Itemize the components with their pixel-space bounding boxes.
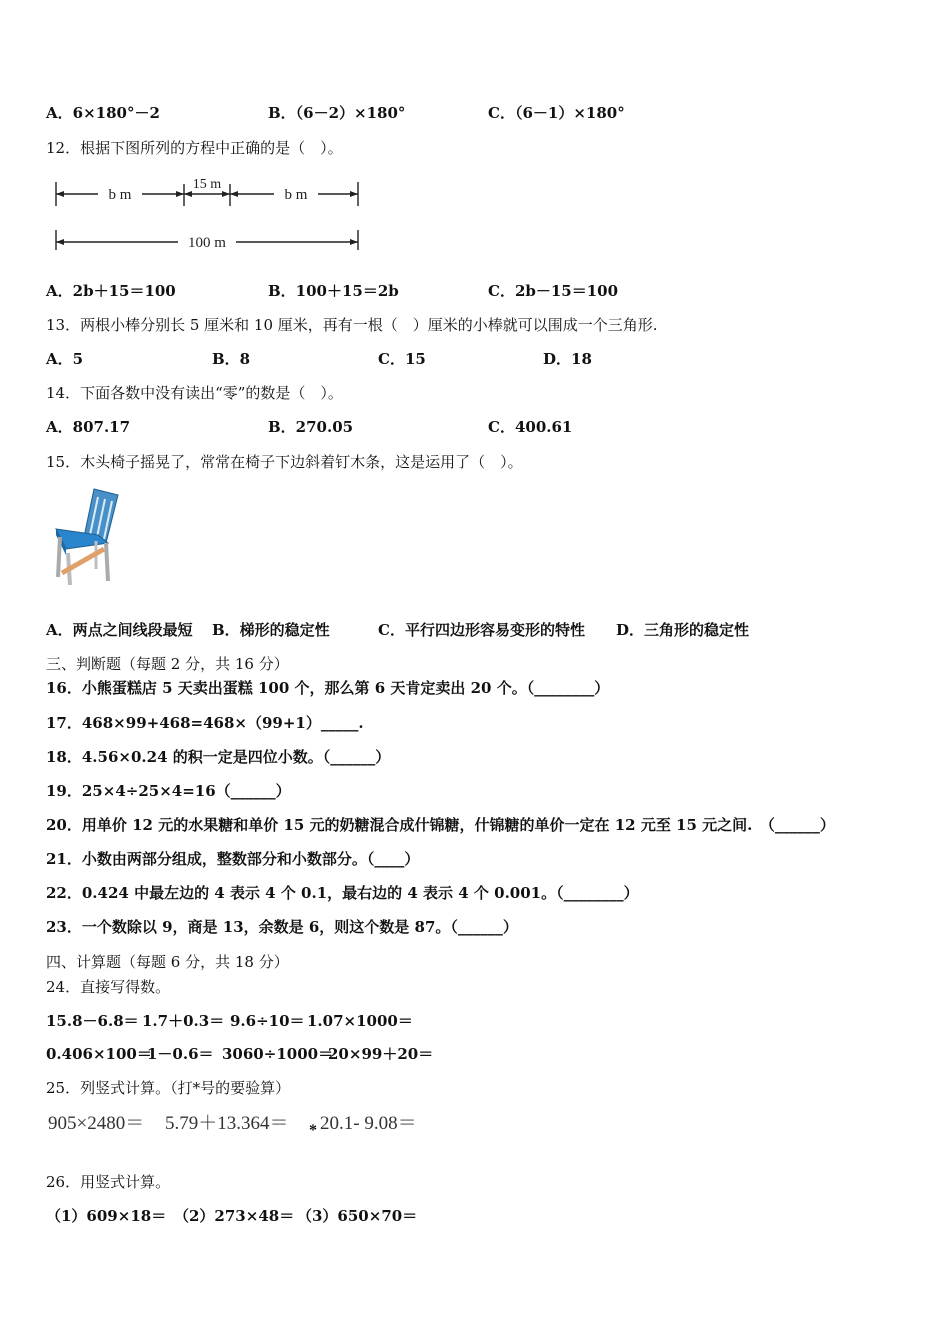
q24-item: 15.8－6.8＝ [46, 1012, 139, 1030]
q16: 16．小熊蛋糕店 5 天卖出蛋糕 100 个，那么第 6 天肯定卖出 20 个。（________） [46, 679, 610, 697]
q26-item: （1）609×18＝ [46, 1207, 167, 1225]
q23: 23．一个数除以 9，商是 13，余数是 6，则这个数是 87。（______） [46, 918, 518, 936]
q20: 20．用单价 12 元的水果糖和单价 15 元的奶糖混合成什锦糖，什锦糖的单价一定在 12 元至 15 元之间. （______） [46, 816, 835, 834]
q26-stem: 26．用竖式计算。 [46, 1173, 171, 1191]
section-3-title: 三、判断题（每题 2 分，共 16 分） [46, 655, 289, 673]
q15-option-c: C．平行四边形容易变形的特性 [378, 621, 585, 639]
q24-item: 9.6÷10＝ [230, 1012, 305, 1030]
q14-option-a: A．807.17 [46, 418, 131, 436]
q25-item: 5.79＋13.364＝ [165, 1113, 289, 1134]
q12-label-mid: 15 m [192, 177, 222, 192]
q26-item: （2）273×48＝ [174, 1207, 295, 1225]
q12-label-left: b m [108, 187, 132, 203]
q25-item: 905×2480＝ [48, 1113, 145, 1134]
q15-option-b: B．梯形的稳定性 [212, 621, 330, 639]
q13-stem: 13．两根小棒分别长 5 厘米和 10 厘米，再有一根（ ）厘米的小棒就可以围成一个三角形. [46, 316, 658, 334]
q12-option-a: A．2b＋15＝100 [46, 282, 176, 300]
q26-item: （3）650×70＝ [297, 1207, 418, 1225]
q12-label-total: 100 m [188, 235, 226, 251]
q13-option-a: A．5 [46, 350, 84, 368]
q18: 18．4.56×0.24 的积一定是四位小数。（______） [46, 748, 391, 766]
q24-stem: 24．直接写得数。 [46, 978, 171, 996]
q24-item: 1－0.6＝ [147, 1045, 214, 1063]
q13-option-c: C．15 [378, 350, 426, 368]
q14-option-b: B．270.05 [268, 418, 354, 436]
q12-stem: 12．根据下图所列的方程中正确的是（ ）。 [46, 139, 343, 157]
q22: 22．0.424 中最左边的 4 表示 4 个 0.1，最右边的 4 表示 4 个 0.001。（________） [46, 884, 639, 902]
q24-item: 20×99＋20＝ [328, 1045, 434, 1063]
q13-option-d: D．18 [543, 350, 592, 368]
section-4-title: 四、计算题（每题 6 分，共 18 分） [46, 953, 289, 971]
q24-item: 3060÷1000＝ [222, 1045, 334, 1063]
chair-image [50, 485, 130, 587]
q25-star-mark: * [309, 1122, 317, 1139]
q12-label-right: b m [284, 187, 308, 203]
q12-segment-figure [50, 172, 370, 257]
q13-option-b: B．8 [212, 350, 251, 368]
q14-stem: 14．下面各数中没有读出“零”的数是（ ）。 [46, 384, 343, 402]
q24-item: 1.7＋0.3＝ [142, 1012, 225, 1030]
q25-stem: 25．列竖式计算。（打*号的要验算） [46, 1079, 291, 1097]
q15-option-a: A．两点之间线段最短 [46, 621, 193, 639]
q21: 21．小数由两部分组成，整数部分和小数部分。（____） [46, 850, 420, 868]
q17: 17．468×99+468=468×（99+1）_____. [46, 714, 364, 732]
q15-option-d: D．三角形的稳定性 [616, 621, 750, 639]
q19: 19．25×4÷25×4=16（______） [46, 782, 291, 800]
q24-item: 0.406×100＝ [46, 1045, 152, 1063]
q14-option-c: C．400.61 [488, 418, 573, 436]
q11-option-b: B．（6－2）×180° [268, 104, 406, 122]
q12-option-b: B．100＋15＝2b [268, 282, 399, 300]
q11-option-a: A．6×180°－2 [46, 104, 160, 122]
q15-stem: 15．木头椅子摇晃了，常常在椅子下边斜着钉木条，这是运用了（ ）。 [46, 453, 523, 471]
q12-option-c: C．2b－15＝100 [488, 282, 619, 300]
q11-option-c: C．（6－1）×180° [488, 104, 625, 122]
q24-item: 1.07×1000＝ [307, 1012, 413, 1030]
q25-item: 20.1- 9.08＝ [320, 1113, 417, 1134]
